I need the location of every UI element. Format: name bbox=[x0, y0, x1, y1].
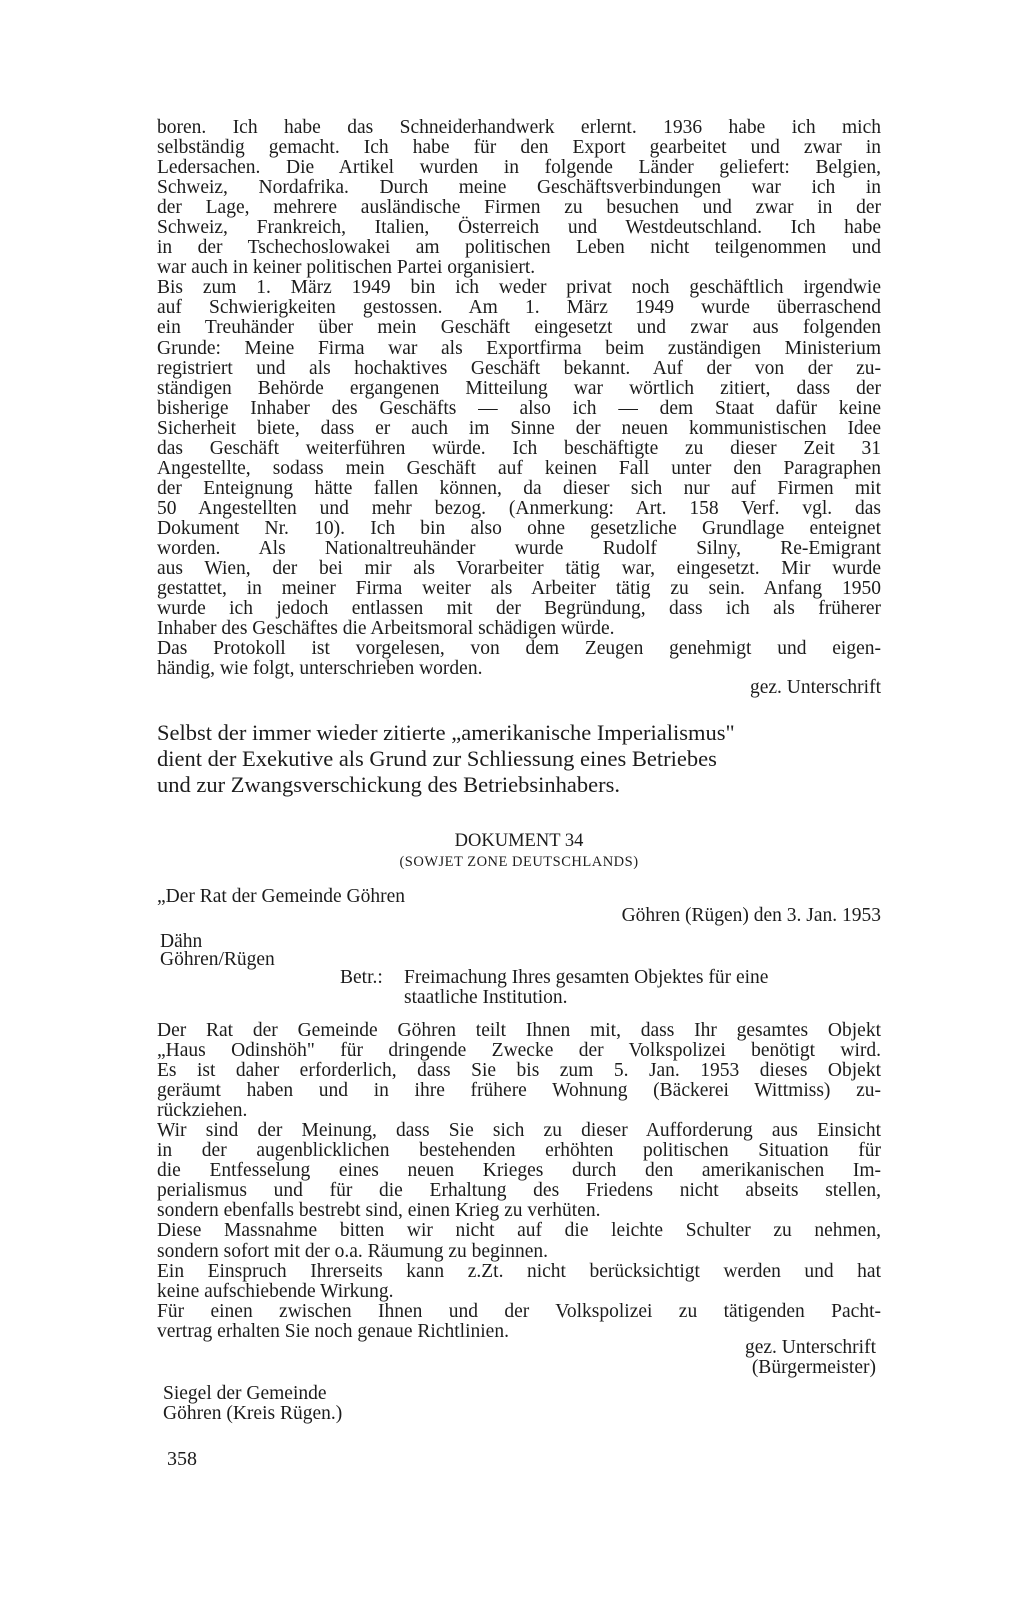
body-line: vertrag erhalten Sie noch genaue Richtlinien. bbox=[157, 1320, 509, 1342]
body-line: die Entfesselung eines neuen Krieges durch den amerikanischen Im- bbox=[157, 1160, 881, 1182]
signature-1-text: gez. Unterschrift bbox=[749, 677, 881, 698]
text-line: ständigen Behörde ergangenen Mitteilung war wörtlich zitiert, dass der bbox=[157, 377, 881, 399]
text-line: gestattet, in meiner Firma weiter als Arbeiter tätig zu sein. Anfang 1950 bbox=[157, 578, 881, 600]
document-heading bbox=[157, 831, 881, 873]
body-line: Diese Massnahme bitten wir nicht auf die leichte Schulter zu nehmen, bbox=[157, 1220, 881, 1242]
recipient-name: Dähn bbox=[160, 931, 203, 952]
text-line: der Enteignung hätte fallen können, da dieser sich nur auf Firmen mit bbox=[157, 477, 881, 499]
letter-body bbox=[157, 1021, 881, 1342]
seal-line-1: Siegel der Gemeinde bbox=[163, 1383, 327, 1404]
text-line: wurde ich jedoch entlassen mit der Begründung, dass ich als früherer bbox=[157, 598, 881, 620]
text-line: Das Protokoll ist vorgelesen, von dem Zeugen genehmigt und eigen- bbox=[157, 638, 881, 660]
signature-2 bbox=[560, 1338, 876, 1378]
body-line: sondern ebenfalls bestrebt sind, einen Krieg zu verhüten. bbox=[157, 1200, 601, 1222]
body-line: Der Rat der Gemeinde Göhren teilt Ihnen mit, dass Ihr gesamtes Objekt bbox=[157, 1020, 881, 1041]
text-line: das Geschäft weiterführen würde. Ich beschäftigte zu dieser Zeit 31 bbox=[157, 437, 881, 459]
text-line: 50 Angestellten und mehr bezog. (Anmerkung: Art. 158 Verf. vgl. das bbox=[157, 497, 881, 519]
body-line: Wir sind der Meinung, dass Sie sich zu dieser Aufforderung aus Einsicht bbox=[157, 1120, 881, 1142]
testimony-text bbox=[157, 118, 881, 679]
text-line: bisherige Inhaber des Geschäfts — also ich — dem Staat dafür keine bbox=[157, 397, 881, 419]
text-line: Grunde: Meine Firma war als Exportfirma beim zuständigen Ministerium bbox=[157, 337, 881, 359]
text-line: worden. Als Nationaltreuhänder wurde Rudolf Silny, Re-Emigrant bbox=[157, 537, 881, 559]
signature-1 bbox=[157, 678, 881, 698]
text-line: ein Treuhänder über mein Geschäft eingesetzt und zwar aus folgenden bbox=[157, 317, 881, 339]
text-line: auf Schwierigkeiten gestossen. Am 1. März 1949 wurde überraschend bbox=[157, 297, 881, 319]
text-line: Schweiz, Nordafrika. Durch meine Geschäftsverbindungen war ich in bbox=[157, 177, 881, 199]
subject-text bbox=[404, 968, 884, 1008]
subject-line: Freimachung Ihres gesamten Objektes für eine bbox=[404, 967, 769, 988]
body-line: perialismus und für die Erhaltung des Friedens nicht abseits stellen, bbox=[157, 1180, 881, 1202]
text-line: der Lage, mehrere ausländische Firmen zu besuchen und zwar in der bbox=[157, 197, 881, 219]
commentary-line: und zur Zwangsverschickung des Betriebsinhabers. bbox=[157, 772, 620, 797]
date-line: Göhren (Rügen) den 3. Jan. 1953 bbox=[621, 905, 881, 926]
text-line: Bis zum 1. März 1949 bin ich weder privat noch geschäftlich irgendwie bbox=[157, 277, 881, 299]
text-line: registriert und als hochaktives Geschäft bekannt. Auf der von der zu- bbox=[157, 357, 881, 379]
document-subtitle: (SOWJET ZONE DEUTSCHLANDS) bbox=[399, 854, 639, 871]
body-line: rückziehen. bbox=[157, 1100, 248, 1122]
body-line: geräumt haben und in ihre frühere Wohnung (Bäckerei Wittmiss) zu- bbox=[157, 1080, 881, 1102]
seal-line-2: Göhren (Kreis Rügen.) bbox=[163, 1403, 343, 1425]
page-number: 358 bbox=[167, 1448, 197, 1470]
commentary-line: Selbst der immer wieder zitierte „amerikanische Imperialismus" bbox=[157, 720, 735, 745]
text-line: Ledersachen. Die Artikel wurden in folgende Länder geliefert: Belgien, bbox=[157, 157, 881, 179]
subject-line: staatliche Institution. bbox=[404, 987, 568, 1009]
seal-note bbox=[163, 1384, 342, 1424]
text-line: boren. Ich habe das Schneiderhandwerk erlernt. 1936 habe ich mich bbox=[157, 117, 881, 138]
commentary-text bbox=[157, 720, 881, 798]
document-title: DOKUMENT 34 bbox=[454, 831, 584, 851]
body-line: Es ist daher erforderlich, dass Sie bis zum 5. Jan. 1953 dieses Objekt bbox=[157, 1060, 881, 1082]
text-line: Dokument Nr. 10). Ich bin also ohne gesetzliche Grundlage enteignet bbox=[157, 517, 881, 539]
recipient-place: Göhren/Rügen bbox=[160, 949, 275, 970]
signature-2-text: gez. Unterschrift bbox=[744, 1337, 876, 1358]
body-line: keine aufschiebende Wirkung. bbox=[157, 1280, 394, 1302]
body-line: sondern sofort mit der o.a. Räumung zu beginnen. bbox=[157, 1240, 548, 1262]
text-line: Sicherheit biete, dass er auch im Sinne der neuen kommunistischen Idee bbox=[157, 417, 881, 439]
text-line: Inhaber des Geschäftes die Arbeitsmoral schädigen würde. bbox=[157, 618, 615, 640]
text-line: Angestellte, sodass mein Geschäft auf keinen Fall unter den Paragraphen bbox=[157, 457, 881, 479]
body-line: Für einen zwischen Ihnen und der Volkspolizei zu tätigenden Pacht- bbox=[157, 1300, 881, 1322]
text-line: selbständig gemacht. Ich habe für den Export gearbeitet und zwar in bbox=[157, 137, 881, 159]
subject-label: Betr.: bbox=[340, 967, 383, 988]
sender-line: „Der Rat der Gemeinde Göhren bbox=[157, 886, 405, 907]
body-line: Ein Einspruch Ihrerseits kann z.Zt. nicht berücksichtigt werden und hat bbox=[157, 1260, 881, 1282]
text-line: war auch in keiner politischen Partei organisiert. bbox=[157, 257, 536, 279]
text-line: aus Wien, der bei mir als Vorarbeiter tätig war, eingesetzt. Mir wurde bbox=[157, 558, 881, 580]
commentary-line: dient der Exekutive als Grund zur Schliessung eines Betriebes bbox=[157, 746, 717, 771]
signature-2-role: (Bürgermeister) bbox=[751, 1357, 876, 1379]
body-line: in der augenblicklichen bestehenden erhöhten politischen Situation für bbox=[157, 1140, 881, 1162]
text-line: händig, wie folgt, unterschrieben worden. bbox=[157, 658, 483, 680]
body-line: „Haus Odinshöh" für dringende Zwecke der Volkspolizei benötigt wird. bbox=[157, 1040, 881, 1062]
text-line: in der Tschechoslowakei am politischen Leben nicht teilgenommen und bbox=[157, 237, 881, 259]
text-line: Schweiz, Frankreich, Italien, Österreich und Westdeutschland. Ich habe bbox=[157, 217, 881, 239]
